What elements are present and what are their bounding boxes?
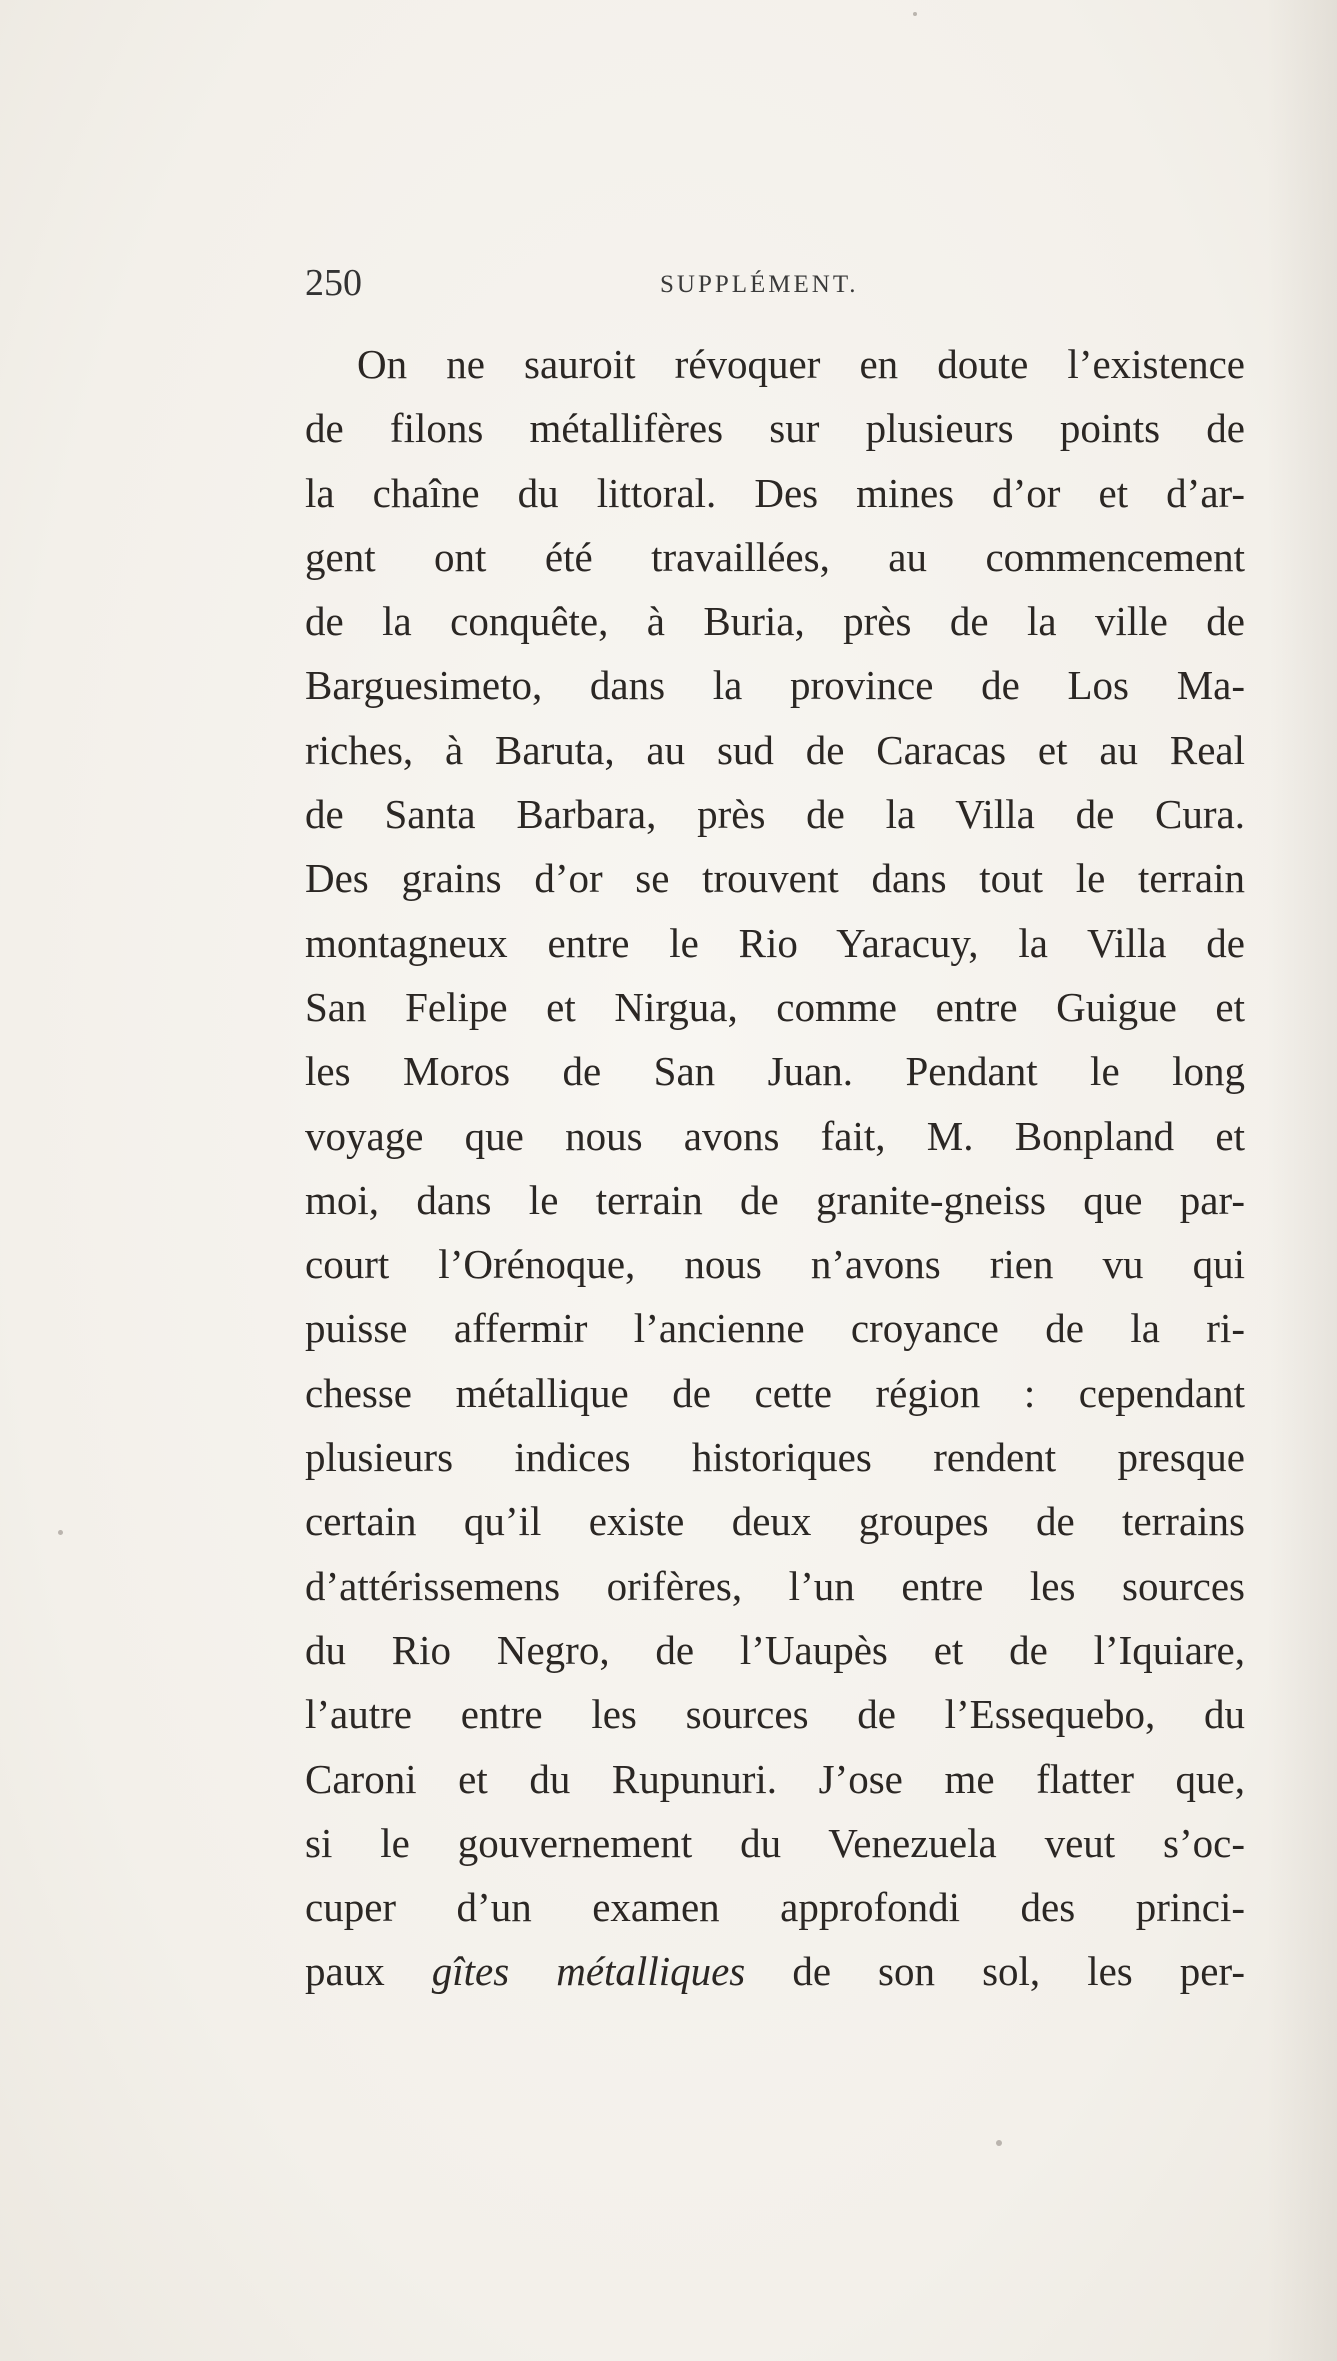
text-line: moi, dans le terrain de granite-gneiss que par- <box>305 1176 1245 1223</box>
text-line: montagneux entre le Rio Yaracuy, la Villa de <box>305 919 1245 966</box>
text-line: riches, à Baruta, au sud de Caracas et au Real <box>305 726 1245 773</box>
text-line: Caroni et du Rupunuri. J’ose me flatter que, <box>305 1755 1245 1802</box>
text-line: On ne sauroit révoquer en doute l’existence <box>357 341 1245 387</box>
text-line: plusieurs indices historiques rendent presque <box>305 1434 1245 1481</box>
text-fragment: de son sol, les per- <box>745 1948 1245 1995</box>
text-line: de Santa Barbara, près de la Villa de Cura. <box>305 791 1245 838</box>
running-head: SUPPLÉMENT. <box>660 271 859 298</box>
text-line: voyage que nous avons fait, M. Bonpland et <box>305 1112 1245 1159</box>
text-line: Barguesimeto, dans la province de Los Ma- <box>305 662 1245 709</box>
text-line: la chaîne du littoral. Des mines d’or et d’ar- <box>305 469 1245 516</box>
text-line-last <box>305 1939 1245 2003</box>
text-line: du Rio Negro, de l’Uaupès et de l’Iquiare, <box>305 1626 1245 1673</box>
paper-speck <box>996 2140 1002 2146</box>
body-text <box>305 332 1245 2004</box>
text-line: cuper d’un examen approfondi des princi- <box>305 1884 1245 1931</box>
text-line: l’autre entre les sources de l’Essequebo, du <box>305 1691 1245 1738</box>
paper-speck <box>58 1530 63 1535</box>
text-line: Des grains d’or se trouvent dans tout le terrain <box>305 855 1245 902</box>
text-line: d’attérissemens orifères, l’un entre les sources <box>305 1562 1245 1609</box>
page-header <box>305 258 1245 308</box>
paper-speck <box>913 12 917 16</box>
page-number: 250 <box>305 262 362 304</box>
text-line: certain qu’il existe deux groupes de terrains <box>305 1498 1245 1545</box>
text-line: San Felipe et Nirgua, comme entre Guigue et <box>305 983 1245 1030</box>
text-line: de filons métallifères sur plusieurs points de <box>305 405 1245 452</box>
text-line: gent ont été travaillées, au commencement <box>305 533 1245 580</box>
text-line: chesse métallique de cette région : cependant <box>305 1369 1245 1416</box>
text-line: court l’Orénoque, nous n’avons rien vu qui <box>305 1241 1245 1288</box>
text-fragment: paux <box>305 1948 432 1995</box>
text-line: les Moros de San Juan. Pendant le long <box>305 1048 1245 1095</box>
text-line: de la conquête, à Buria, près de la ville de <box>305 598 1245 645</box>
italic-phrase: gîtes métalliques <box>431 1948 746 1995</box>
text-line: si le gouvernement du Venezuela veut s’oc- <box>305 1819 1245 1866</box>
text-line: puisse affermir l’ancienne croyance de la ri- <box>305 1305 1245 1352</box>
page-edge-shadow <box>1267 0 1337 2361</box>
